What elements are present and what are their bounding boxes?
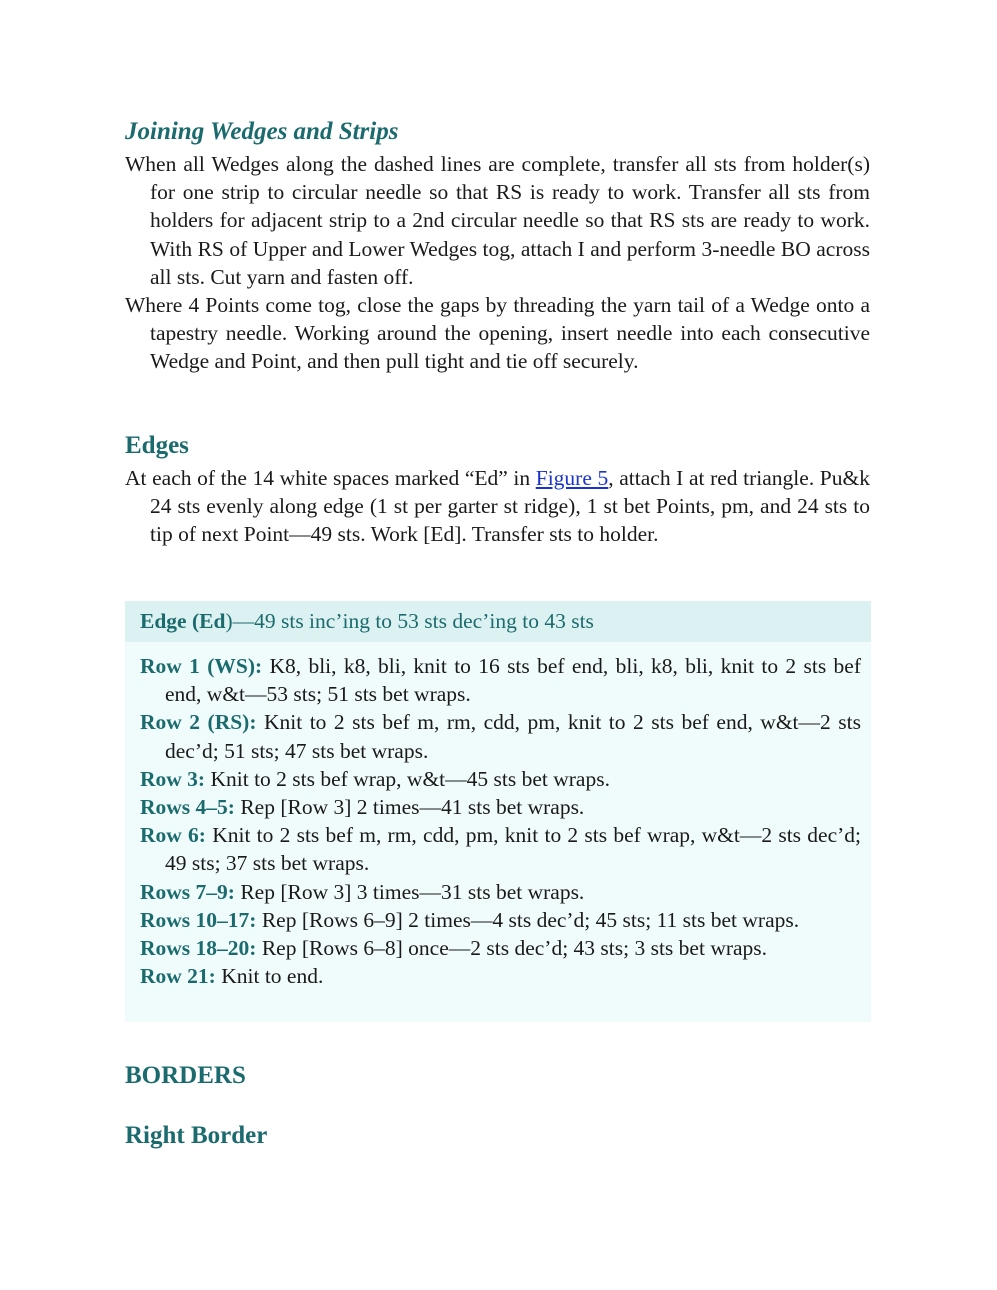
row-label: Row 3: (140, 766, 206, 791)
row-instruction (140, 962, 861, 990)
row-instruction (140, 652, 861, 708)
row-text: Rep [Rows 6–8] once—2 sts dec’d; 43 sts; 3 sts bet wraps. (256, 936, 768, 961)
row-text: Rep [Row 3] 2 times—41 sts bet wraps. (234, 795, 585, 820)
edge-box-title-bold: Edge (Ed (140, 609, 226, 633)
edges-body (125, 464, 870, 549)
right-border-heading: Right Border (125, 1122, 268, 1149)
row-text: Knit to 2 sts bef m, rm, cdd, pm, knit to 2 sts bef end, w&t—2 sts dec’d; 51 sts; 47 sts bet wraps. (165, 710, 861, 763)
joining-paragraph: When all Wedges along the dashed lines are complete, transfer all sts from holder(s) for one strip to circular needle so that RS is ready to work. Transfer all sts from holders for adjacent strip to a 2nd circular needle so that RS sts are ready to work. With RS of Upper and Lower Wedges tog, attach I and perform 3-needle BO across all sts. Cut yarn and fasten off. (125, 152, 870, 289)
row-instruction (140, 708, 861, 764)
edge-box-title-rest: )—49 sts inc’ing to 53 sts dec’ing to 43 sts (225, 609, 594, 633)
row-label: Row 2 (RS): (140, 710, 257, 735)
joining-heading: Joining Wedges and Strips (125, 118, 399, 145)
row-text: Rep [Rows 6–9] 2 times—4 sts dec’d; 45 sts; 11 sts bet wraps. (256, 907, 800, 932)
row-label: Rows 18–20: (140, 936, 257, 961)
row-instruction (140, 793, 861, 821)
joining-paragraph: Where 4 Points come tog, close the gaps by threading the yarn tail of a Wedge onto a tapestry needle. Working around the opening, insert needle into each consecutive Wedge and Point, and then pull tight and tie off securely. (125, 293, 870, 374)
row-text: Knit to end. (215, 964, 324, 989)
edge-instruction-box (125, 601, 871, 1022)
edges-heading: Edges (125, 432, 189, 459)
row-text: Knit to 2 sts bef wrap, w&t—45 sts bet wraps. (205, 766, 610, 791)
row-text: Rep [Row 3] 3 times—31 sts bet wraps. (234, 879, 585, 904)
edge-row-list (125, 642, 871, 990)
row-text: Knit to 2 sts bef m, rm, cdd, pm, knit to 2 sts bef wrap, w&t—2 sts dec’d; 49 sts; 37 sts bet wraps. (165, 823, 861, 876)
row-instruction (140, 934, 861, 962)
row-instruction (140, 906, 861, 934)
edges-text-before: At each of the 14 white spaces marked “Ed” in (125, 466, 536, 490)
joining-body (125, 150, 870, 376)
figure-5-link[interactable]: Figure 5 (535, 466, 609, 490)
row-label: Row 1 (WS): (140, 654, 263, 678)
row-label: Rows 7–9: (140, 879, 235, 904)
row-label: Row 6: (140, 823, 206, 848)
borders-heading: BORDERS (125, 1062, 246, 1089)
row-text: K8, bli, k8, bli, knit to 16 sts bef end, bli, k8, bli, knit to 2 sts bef end, w&t—53 sts; 51 sts bet wraps. (165, 654, 861, 707)
row-label: Row 21: (140, 964, 216, 989)
edges-text-after: , attach I at red triangle. Pu&k 24 sts evenly along edge (1 st per garter st ridge), 1 st bet Points, pm, and 24 sts to tip of next Point—49 sts. Work [Ed]. Transfer sts to holder. (150, 466, 870, 547)
row-instruction (140, 765, 861, 793)
row-instruction (140, 878, 861, 906)
row-label: Rows 4–5: (140, 795, 235, 820)
row-instruction (140, 821, 861, 877)
row-label: Rows 10–17: (140, 907, 257, 932)
edges-paragraph (125, 464, 870, 549)
edge-box-title (125, 601, 871, 642)
